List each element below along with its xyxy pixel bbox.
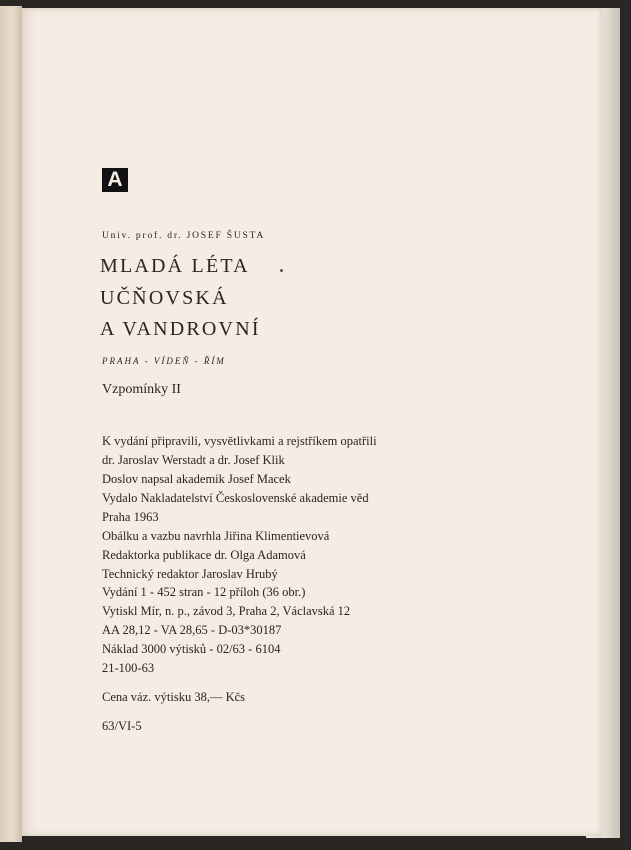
author: Univ. prof. dr. JOSEF ŠUSTA (102, 231, 266, 241)
colophon-line: Technický redaktor Jaroslav Hrubý (102, 567, 278, 581)
colophon-line: dr. Jaroslav Werstadt a dr. Josef Klik (102, 453, 285, 467)
print-info-line: Náklad 3000 výtisků - 02/63 - 6104 (102, 642, 281, 656)
cities-line: PRAHA - VÍDEŇ - ŘÍM (102, 356, 226, 366)
price: Cena váz. výtisku 38,— Kčs (102, 690, 246, 704)
colophon-line: K vydání připravili, vysvětlivkami a rejstříkem opatřili (102, 434, 377, 448)
catalog-code: 63/VI-5 (102, 719, 142, 733)
print-info-line: Vytiskl Mír, n. p., závod 3, Praha 2, Václavská 12 (102, 604, 351, 618)
title-line-1: MLADÁ LÉTA (100, 255, 250, 277)
print-info-line: Vydání 1 - 452 stran - 12 příloh (36 obr.) (102, 585, 306, 599)
ink-speck (280, 269, 283, 272)
title-line-3: A VANDROVNÍ (100, 318, 261, 340)
publisher-logo: A (102, 168, 128, 192)
colophon-line: Redaktorka publikace dr. Olga Adamová (102, 548, 306, 562)
print-info-line: 21-100-63 (102, 661, 155, 675)
title-line-2: UČŇOVSKÁ (100, 287, 229, 309)
subtitle: Vzpomínky II (102, 382, 181, 397)
colophon-line: Obálku a vazbu navrhla Jiřina Klimentievová (102, 529, 330, 543)
print-info-line: AA 28,12 - VA 28,65 - D-03*30187 (102, 623, 282, 637)
book-spine-edge (0, 6, 22, 842)
colophon-line: Praha 1963 (102, 510, 159, 524)
book-page (22, 8, 602, 836)
colophon-line: Vydalo Nakladatelství Československé akademie věd (102, 491, 369, 505)
colophon-line: Doslov napsal akademik Josef Macek (102, 472, 291, 486)
